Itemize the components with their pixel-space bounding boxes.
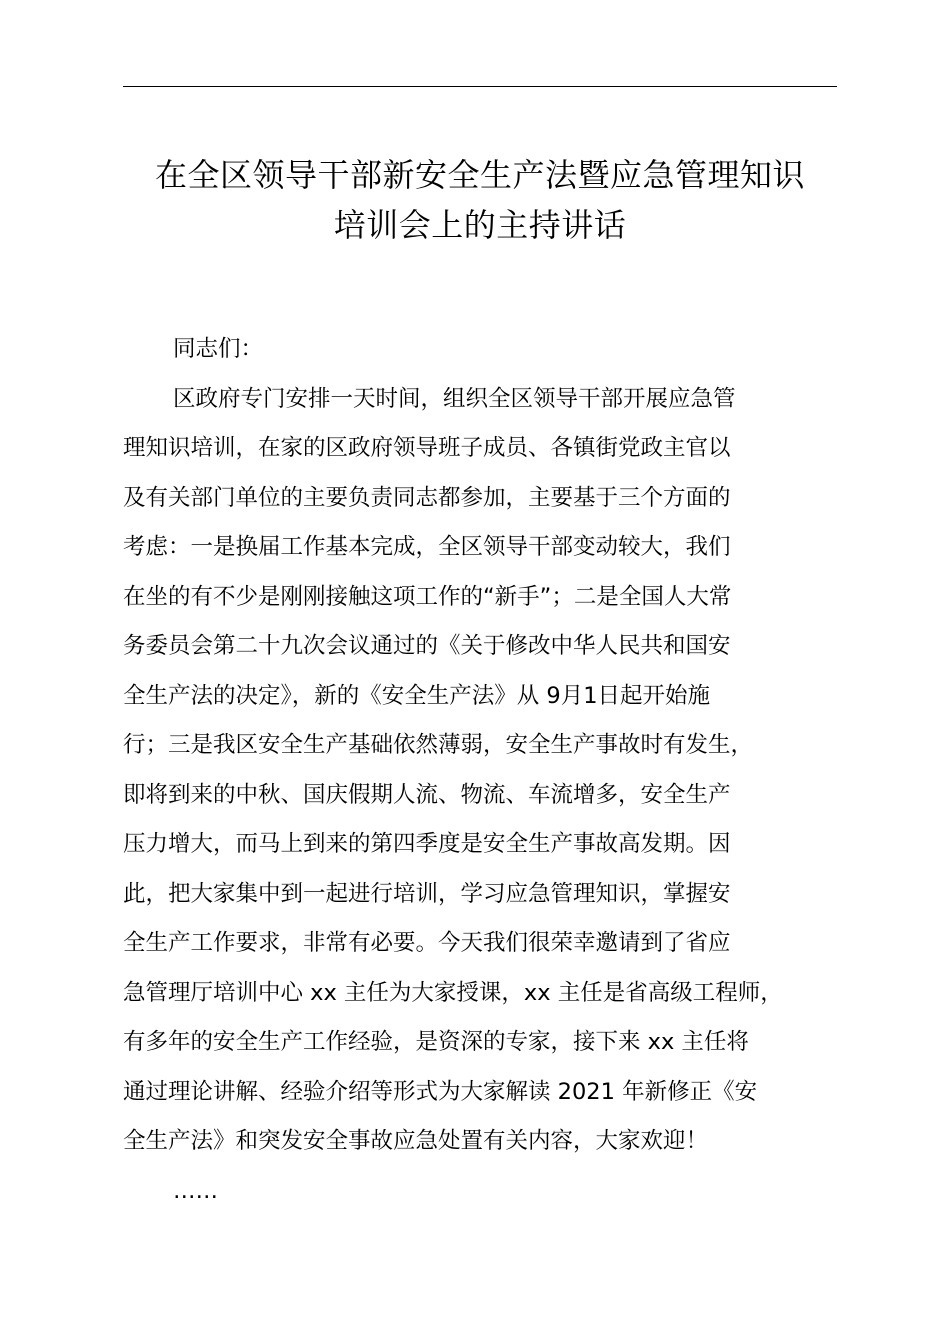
paragraph-line: 通过理论讲解、经验介绍等形式为大家解读 2021 年新修正《安 — [123, 1078, 758, 1105]
ellipsis: …… — [173, 1177, 218, 1204]
paragraph-line: 行；三是我区安全生产基础依然薄弱，安全生产事故时有发生， — [123, 732, 754, 758]
salutation: 同志们： — [173, 336, 264, 362]
document-body — [123, 325, 843, 1216]
paragraph-line: 全生产工作要求，非常有必要。今天我们很荣幸邀请到了省应 — [123, 930, 731, 956]
paragraph-line: 在坐的有不少是刚刚接触这项工作的“新手”；二是全国人大常 — [123, 583, 732, 610]
paragraph-line: 此，把大家集中到一起进行培训，学习应急管理知识，掌握安 — [123, 880, 731, 907]
paragraph-line: 及有关部门单位的主要负责同志都参加，主要基于三个方面的 — [123, 484, 731, 511]
paragraph-line: 考虑：一是换届工作基本完成，全区领导干部变动较大，我们 — [123, 534, 731, 560]
paragraph-line: 务委员会第二十九次会议通过的《关于修改中华人民共和国安 — [123, 633, 731, 659]
document-title — [80, 150, 880, 250]
paragraph-line: 区政府专门安排一天时间，组织全区领导干部开展应急管 — [173, 385, 736, 412]
paragraph-line: 有多年的安全生产工作经验，是资深的专家，接下来 xx 主任将 — [123, 1029, 749, 1055]
paragraph-line: 急管理厅培训中心 xx 主任为大家授课，xx 主任是省高级工程师， — [123, 979, 783, 1006]
paragraph-line: 理知识培训，在家的区政府领导班子成员、各镇街党政主官以 — [123, 435, 731, 461]
title-line-2: 培训会上的主持讲话 — [333, 206, 627, 244]
paragraph-line: 全生产法的决定》，新的《安全生产法》从 9月1日起开始施 — [123, 682, 711, 709]
paragraph-line: 即将到来的中秋、国庆假期人流、物流、车流增多，安全生产 — [123, 781, 731, 808]
paragraph-line: 压力增大，而马上到来的第四季度是安全生产事故高发期。因 — [123, 831, 731, 857]
paragraph-line: 全生产法》和突发安全事故应急处置有关内容，大家欢迎！ — [123, 1128, 709, 1154]
title-line-1: 在全区领导干部新安全生产法暨应急管理知识 — [154, 156, 805, 194]
header-rule — [123, 86, 837, 87]
